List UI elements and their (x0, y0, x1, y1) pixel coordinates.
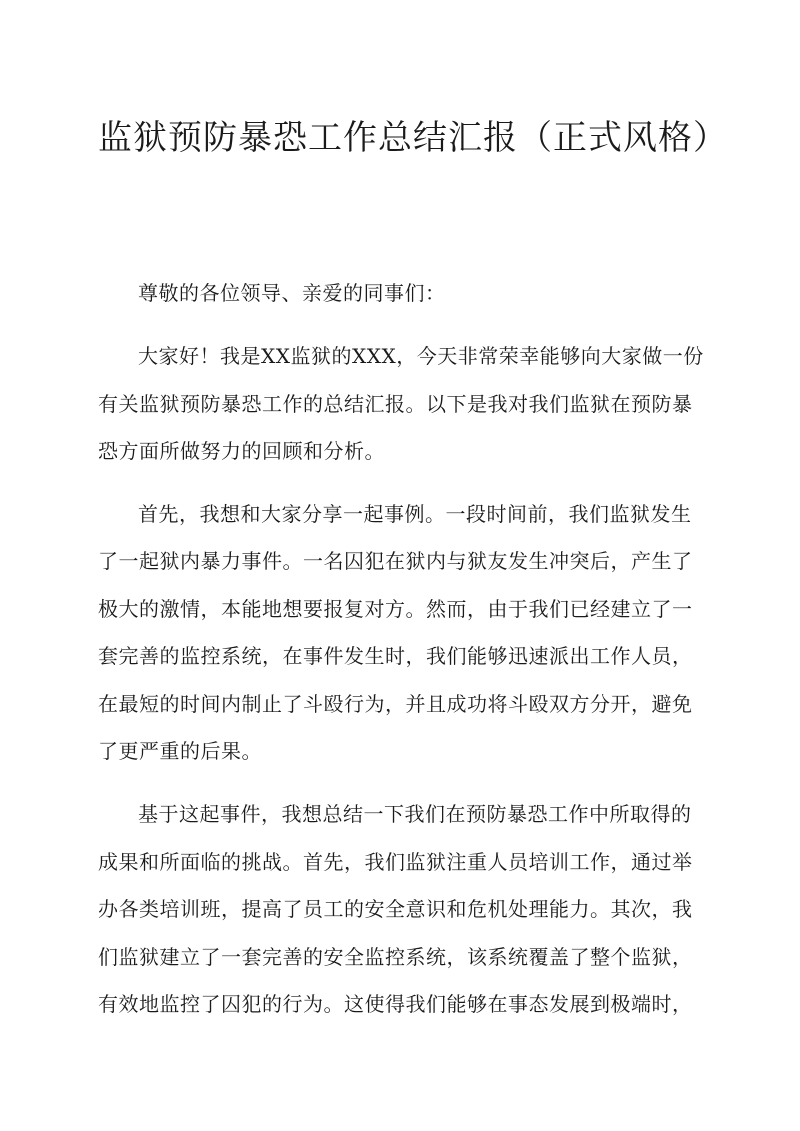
paragraph-line: 办各类培训班，提高了员工的安全意识和危机处理能力。其次，我 (98, 897, 693, 921)
paragraph-line: 首先，我想和大家分享一起事例。一段时间前，我们监狱发生 (138, 502, 692, 526)
paragraph-line: 套完善的监控系统，在事件发生时，我们能够迅速派出工作人员， (98, 644, 693, 668)
paragraph-line: 在最短的时间内制止了斗殴行为，并且成功将斗殴双方分开，避免 (98, 692, 693, 716)
paragraph-line: 极大的激情，本能地想要报复对方。然而，由于我们已经建立了一 (98, 597, 693, 621)
paragraph-line: 基于这起事件，我想总结一下我们在预防暴恐工作中所取得的 (138, 802, 692, 826)
paragraph-line: 有效地监控了囚犯的行为。这使得我们能够在事态发展到极端时， (98, 992, 693, 1016)
paragraph-line: 大家好！我是XX监狱的XXX，今天非常荣幸能够向大家做一份 (138, 344, 704, 368)
paragraph-line: 们监狱建立了一套完善的安全监控系统，该系统覆盖了整个监狱， (98, 945, 693, 969)
paragraph-line: 恐方面所做努力的回顾和分析。 (98, 439, 385, 463)
paragraph-line: 了一起狱内暴力事件。一名囚犯在狱内与狱友发生冲突后，产生了 (98, 549, 693, 573)
paragraph-line: 了更严重的后果。 (98, 739, 262, 763)
salutation-line: 尊敬的各位领导、亲爱的同事们： (138, 281, 446, 305)
document-title: 监狱预防暴恐工作总结汇报（正式风格） (98, 118, 728, 158)
paragraph-line: 成果和所面临的挑战。首先，我们监狱注重人员培训工作，通过举 (98, 850, 693, 874)
paragraph-line: 有关监狱预防暴恐工作的总结汇报。以下是我对我们监狱在预防暴 (98, 392, 693, 416)
